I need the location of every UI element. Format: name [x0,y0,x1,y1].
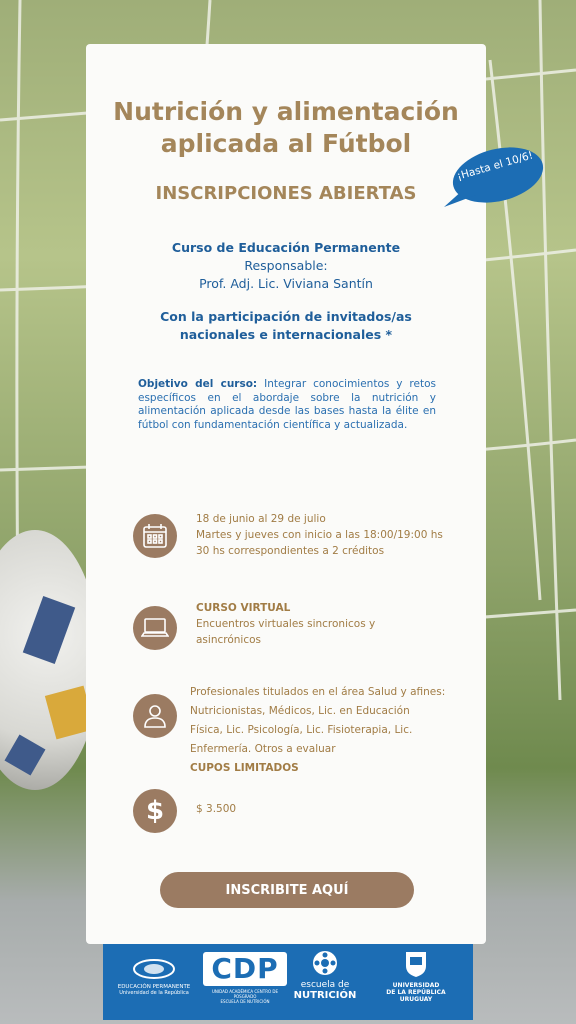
audience-info [190,683,445,778]
objective-label: Objetivo del curso: [138,378,258,390]
course-type: Curso de Educación Permanente [171,240,401,255]
escuela-nutricion-emblem [312,950,338,976]
title-line-2: aplicada al Fútbol [160,129,412,158]
schedule-days: Martes y jueves con inicio a las 18:00/19:00 hs [196,529,443,541]
audience-line-2: Nutricionistas, Médicos, Lic. en Educación [190,705,410,717]
logo4-line-2: DE LA REPÚBLICA [386,989,446,996]
registration-open-heading: INSCRIPCIONES ABIERTAS [155,183,417,204]
schedule-dates: 18 de junio al 29 de julio [196,513,326,525]
laptop-icon [133,606,177,650]
audience-line-4: Enfermería. Otros a evaluar [190,743,336,755]
user-icon [133,694,177,738]
educacion-permanente-emblem [132,958,176,980]
responsible-label: Responsable: [244,258,328,273]
modality-line-1: Encuentros virtuales sincronicos y [196,618,376,630]
logo2-line-2: ESCUELA DE NUTRICIÓN [220,999,270,1004]
course-objective [138,378,436,432]
course-title [86,96,486,160]
price-amount: $ 3.500 [196,803,237,815]
modality-title: CURSO VIRTUAL [196,602,291,614]
guests-line-2: nacionales e internacionales * [179,327,393,342]
schedule-info [196,511,443,559]
title-line-1: Nutrición y alimentación [113,97,459,126]
institution-logos-footer [103,944,473,1020]
calendar-icon [133,514,177,558]
audience-line-1: Profesionales titulados en el área Salud y afines: [190,686,446,698]
objective-text: Integrar conocimientos y retos específicos en el abordaje sobre la nutrición y alimentación aplicada desde las bases hasta la élite en fútbol con fundamentación científica y actualizada. [138,378,436,431]
cdp-mark: CDP [203,952,287,986]
udelar-shield-emblem [404,950,428,978]
schedule-hours: 30 hs correspondientes a 2 créditos [196,545,385,557]
logo2-line-1: UNIDAD ACADÉMICA CENTRO DE POSGRADO [212,989,278,999]
audience-limited: CUPOS LIMITADOS [190,762,299,774]
educacion-permanente-logo [109,958,199,996]
logo1-line-2: Universidad de la República [119,990,189,996]
logo3-line-1: escuela de [300,980,350,990]
dollar-icon: $ [133,789,177,833]
cdp-logo [203,952,287,1004]
modality-line-2: asincrónicos [196,634,261,646]
escuela-nutricion-logo [289,950,361,1001]
guests-line-1: Con la participación de invitados/as [160,309,412,324]
deadline-badge-text: ¡Hasta el 10/6! [455,149,535,183]
logo4-line-3: URUGUAY [399,996,433,1003]
logo3-line-2: NUTRICIÓN [293,990,357,1001]
audience-line-3: Física, Lic. Psicología, Lic. Fisioterapia, Lic. [190,724,413,736]
udelar-logo [377,950,455,1003]
modality-info [196,600,375,648]
register-button[interactable]: INSCRIBITE AQUÍ [160,872,414,908]
responsible-name: Prof. Adj. Lic. Viviana Santín [199,276,373,291]
logo4-line-1: UNIVERSIDAD [392,982,440,989]
logo1-line-1: EDUCACIÓN PERMANENTE [117,984,191,990]
course-card [86,44,486,944]
